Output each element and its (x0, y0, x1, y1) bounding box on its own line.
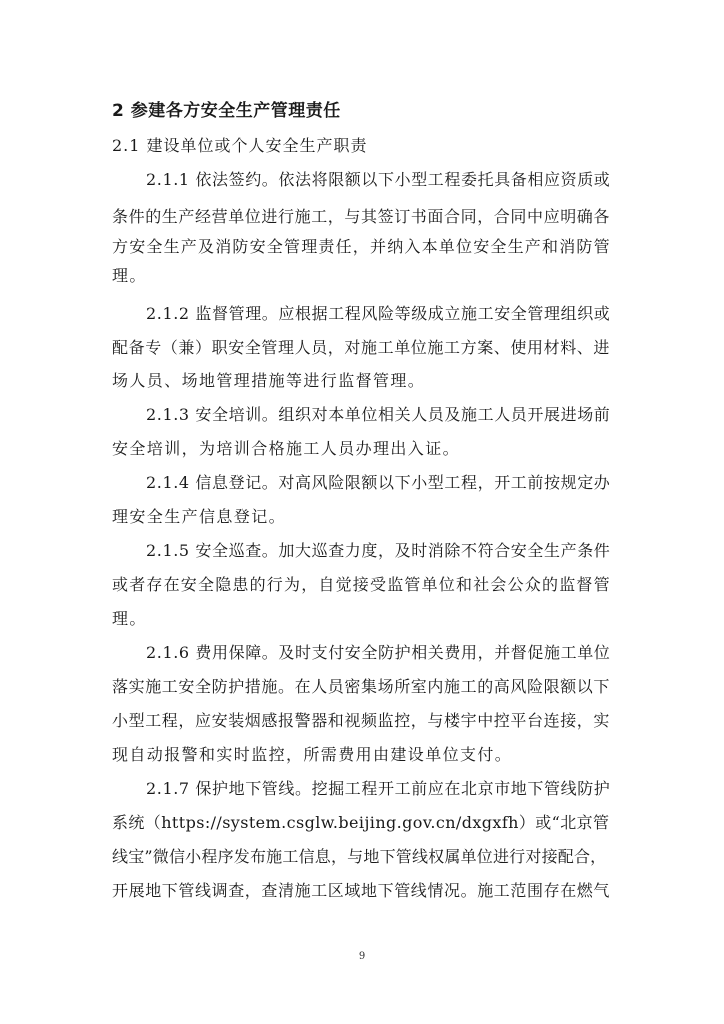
paragraph-line: 条件的生产经营单位进行施工，与其签订书面合同，合同中应明确各 (112, 207, 611, 226)
paragraph-line: 2.1.1 依法签约。依法将限额以下小型工程委托具备相应资质或 (146, 170, 611, 189)
paragraph-line: 2.1.6 费用保障。及时支付安全防护相关费用，并督促施工单位 (146, 643, 611, 662)
paragraph-line: 系统（https://system.csglw.beijing.gov.cn/dxgxfh）或“北京管 (112, 813, 610, 832)
paragraph-line: 安全培训，为培训合格施工人员办理出入证。 (112, 439, 461, 458)
paragraph-line: 或者存在安全隐患的行为，自觉接受监管单位和社会公众的监督管 (112, 575, 611, 594)
paragraph-line: 小型工程，应安装烟感报警器和视频监控，与楼宇中控平台连接，实 (112, 711, 611, 730)
subsection-heading: 2.1 建设单位或个人安全生产职责 (112, 136, 368, 155)
paragraph-line: 理。 (112, 266, 147, 285)
paragraph-line: 开展地下管线调查，查清施工区域地下管线情况。施工范围存在燃气 (112, 881, 611, 900)
page-number: 9 (358, 951, 366, 962)
paragraph-line: 现自动报警和实时监控，所需费用由建设单位支付。 (112, 745, 513, 764)
paragraph-line: 配备专（兼）职安全管理人员，对施工单位施工方案、使用材料、进 (112, 338, 611, 357)
paragraph-line: 理安全生产信息登记。 (112, 507, 287, 526)
paragraph-line: 2.1.3 安全培训。组织对本单位相关人员及施工人员开展进场前 (146, 405, 611, 424)
paragraph-line: 2.1.2 监督管理。应根据工程风险等级成立施工安全管理组织或 (146, 304, 611, 323)
paragraph-line: 落实施工安全防护措施。在人员密集场所室内施工的高风险限额以下 (112, 677, 611, 696)
paragraph-line: 2.1.4 信息登记。对高风险限额以下小型工程，开工前按规定办 (146, 473, 611, 492)
paragraph-line: 2.1.5 安全巡查。加大巡查力度，及时消除不符合安全生产条件 (146, 541, 611, 560)
paragraph-line: 2.1.7 保护地下管线。挖掘工程开工前应在北京市地下管线防护 (146, 779, 611, 798)
paragraph-line: 方安全生产及消防安全管理责任，并纳入本单位安全生产和消防管 (112, 237, 611, 256)
paragraph-line: 线宝”微信小程序发布施工信息，与地下管线权属单位进行对接配合， (112, 847, 607, 866)
section-heading: 2 参建各方安全生产管理责任 (112, 101, 341, 121)
paragraph-line: 理。 (112, 609, 147, 628)
paragraph-line: 场人员、场地管理措施等进行监督管理。 (112, 371, 426, 390)
